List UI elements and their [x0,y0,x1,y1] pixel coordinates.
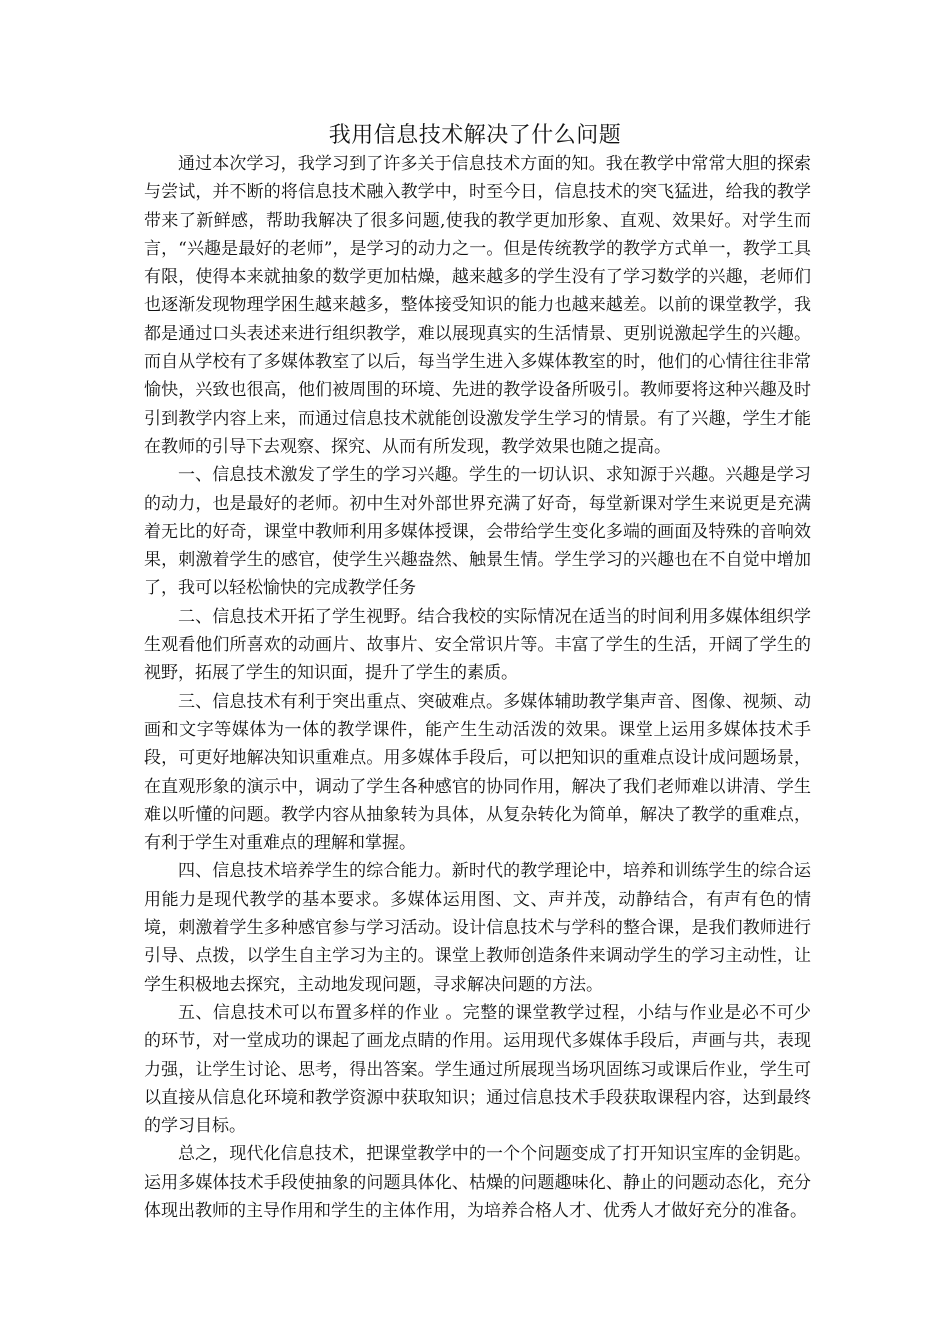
paragraph-point-5: 五、信息技术可以布置多样的作业 。完整的课堂教学过程，小结与作业是必不可少的环节，对一堂成功的课起了画龙点睛的作用。运用现代多媒体手段后，声画与共，表现力强，让学生讨论、思考，得出答案。学生通过所展现当场巩固练习或课后作业，学生可以直接从信息化环境和教学资源中获取知识；通过信息技术手段获取课程内容，达到最终的学习目标。 [144,1002,811,1137]
document-title: 我用信息技术解决了什么问题 [328,123,622,148]
paragraph-intro: 通过本次学习，我学习到了许多关于信息技术方面的知。我在教学中常常大胆的探索与尝试，并不断的将信息技术融入教学中，时至今日，信息技术的突飞猛进，给我的教学带来了新鲜感，帮助我解决了很多问题,使我的教学更加形象、直观、效果好。对学生而言，“兴趣是最好的老师”，是学习的动力之一。但是传统教学的教学方式单一，教学工具有限，使得本来就抽象的数学更加枯燥，越来越多的学生没有了学习数学的兴趣，老师们也逐渐发现物理学困生越来越多，整体接受知识的能力也越来越差。以前的课堂教学，我都是通过口头表述来进行组织教学，难以展现真实的生活情景、更别说激起学生的兴趣。而自从学校有了多媒体教室了以后，每当学生进入多媒体教室的时，他们的心情往往非常愉快，兴致也很高，他们被周围的环境、先进的教学设备所吸引。教师要将这种兴趣及时引到教学内容上来，而通过信息技术就能创设激发学生学习的情景。有了兴趣，学生才能在教师的引导下去观察、探究、从而有所发现，教学效果也随之提高。 [144,154,811,457]
paragraph-point-4: 四、信息技术培养学生的综合能力。新时代的教学理论中，培养和训练学生的综合运用能力是现代教学的基本要求。多媒体运用图、文、声并茂，动静结合，有声有色的情境，刺激着学生多种感官参与学习活动。设计信息技术与学科的整合课，是我们教师进行引导、点拨，以学生自主学习为主的。课堂上教师创造条件来调动学生的学习主动性，让学生积极地去探究，主动地发现问题，寻求解决问题的方法。 [144,861,811,995]
paragraph-point-3: 三、信息技术有利于突出重点、突破难点。多媒体辅助教学集声音、图像、视频、动画和文字等媒体为一体的教学课件，能产生生动活泼的效果。课堂上运用多媒体技术手段，可更好地解决知识重难点。用多媒体手段后，可以把知识的重难点设计成问题场景，在直观形象的演示中，调动了学生各种感官的协同作用，解决了我们老师难以讲清、学生难以听懂的问题。教学内容从抽象转为具体，从复杂转化为简单，解决了教学的重难点，有利于学生对重难点的理解和掌握。 [144,691,811,854]
paragraph-point-2: 二、信息技术开拓了学生视野。结合我校的实际情况在适当的时间利用多媒体组织学生观看他们所喜欢的动画片、故事片、安全常识片等。丰富了学生的生活，开阔了学生的视野，拓展了学生的知识面，提升了学生的素质。 [144,606,811,684]
document-body [144,150,811,1225]
paragraph-conclusion: 总之，现代化信息技术，把课堂教学中的一个个问题变成了打开知识宝库的金钥匙。运用多媒体技术手段使抽象的问题具体化、枯燥的问题趣味化、静止的问题动态化，充分体现出教师的主导作用和学生的主体作用，为培养合格人才、优秀人才做好充分的准备。 [144,1144,811,1221]
paragraph-point-1: 一、信息技术激发了学生的学习兴趣。学生的一切认识、求知源于兴趣。兴趣是学习的动力，也是最好的老师。初中生对外部世界充满了好奇，每堂新课对学生来说更是充满着无比的好奇，课堂中教师利用多媒体授课，会带给学生变化多端的画面及特殊的音响效果，刺激着学生的感官，使学生兴趣盎然、触景生情。学生学习的兴趣也在不自觉中增加了，我可以轻松愉快的完成教学任务 [144,465,811,599]
